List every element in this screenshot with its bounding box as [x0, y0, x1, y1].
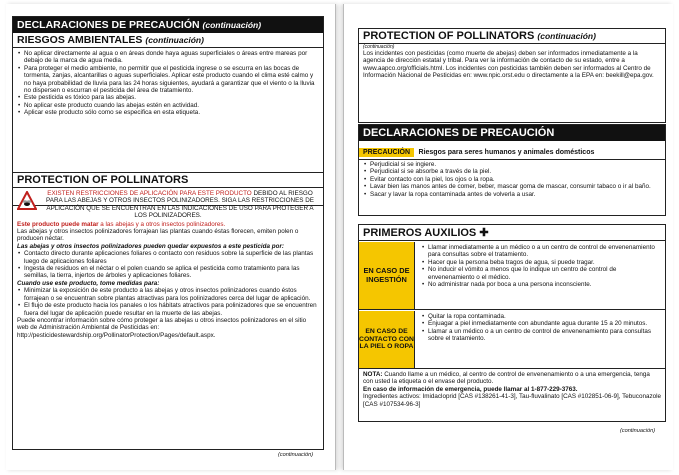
incident-text: Los incidentes con pesticidas (como muerte de abejas) deben ser informados inmediatamente a la agencia de dirección estatal y tribal. Para ver la información de contacto de su estado, entre a www.aapco.org/officials.html. Los incidentes con pesticidas también deben ser informados al Centro de Información Nacional de Pesticidas en: www.npic.orst.edu o directamente a la EPA en: beekill@epa.gov.: [363, 50, 654, 80]
environmental-subheader: [13, 33, 323, 48]
precaution-header: DECLARACIONES DE PRECAUCIÓN: [359, 125, 665, 141]
first-aid-notes: [359, 371, 665, 408]
restriction-warning: EXISTEN RESTRICCIONES DE APLICACIÓN PARA ESTE PRODUCTO: [47, 190, 252, 197]
pollinator-title: PROTECTION OF POLLINATORS: [363, 30, 535, 42]
list-item: • Quitar la ropa contaminada.: [421, 313, 659, 320]
list-item: • Lavar bien las manos antes de comer, beber, mascar goma de mascar, consumir tabaco o ir al baño.: [363, 183, 661, 190]
left-page: [6, 4, 336, 470]
precaution-box: [358, 124, 666, 216]
note-text: Cuando llame a un médico, al centro de control de envenenamiento o a una emergencia, tenga con usted la etiqueta o el envase del producto.: [363, 371, 650, 386]
pollinator-continued-box: [358, 28, 666, 123]
ingestion-list: [417, 244, 663, 288]
restriction-text: DEBIDO AL RIESGO PARA LAS ABEJAS Y OTROS INSECTOS POLINIZADORES. SIGA LAS RESTRICCIONES DE APLICACIÓN QUE SE ENCUENTRAN EN LAS INDICACIONES DE USO PARA PROTEGER A LOS POLINIZADORES.: [46, 190, 314, 220]
skin-contact-row: [359, 311, 665, 369]
list-item: • Este pesticida es tóxico para las abejas.: [17, 94, 319, 101]
kill-warning: Este producto puede matar: [17, 220, 99, 228]
list-item: • Enjuagar a piel inmediatamente con abundante agua durante 15 a 20 minutos.: [421, 320, 659, 327]
list-item: • Perjudicial si se ingiere.: [363, 161, 661, 168]
exposure-list: [13, 250, 323, 280]
skin-contact-list: [417, 313, 663, 343]
restriction-block: [13, 188, 323, 220]
list-item: • El flujo de este producto hacia los panales o los hábitats atractivos para polinizadores que se encuentren fuera del lugar de aplicación puede resultar en la muerte de las abejas.: [17, 302, 319, 317]
precaution-header: [13, 17, 323, 33]
precaution-title: DECLARACIONES DE PRECAUCIÓN: [17, 19, 200, 31]
pollinator-header: [359, 29, 665, 44]
first-aid-box: [358, 224, 666, 422]
forage-text: Las abejas y otros insectos polinizadores forrajean las plantas cuando éstas florecen, emiten polen o producen néctar.: [17, 228, 299, 243]
list-item: • Ingesta de residuos en el néctar o el polen cuando se aplica el pesticida como tratamiento para las semillas, la tierra, injertos de árboles y aplicaciones foliares.: [17, 265, 319, 280]
list-item: • No administrar nada por boca a una persona inconsciente.: [421, 281, 659, 288]
first-aid-header: [359, 225, 665, 241]
right-page: [343, 4, 673, 470]
continued-note: (continuación): [620, 428, 656, 434]
list-item: • Evitar contacto con la piel, los ojos o la ropa.: [363, 176, 661, 183]
list-item: • Hacer que la persona beba tragos de agua, si puede tragar.: [421, 259, 659, 266]
skin-contact-label: EN CASO DE CONTACTO CON LA PIEL O ROPA: [359, 311, 415, 368]
first-aid-title: PRIMEROS AUXILIOS: [363, 227, 477, 239]
list-item: • Llamar inmediatamente a un médico o a un centro de control de envenenamiento para consultas sobre el tratamiento.: [421, 244, 659, 259]
pollinator-continued: (continuación): [537, 31, 596, 41]
continued-note: (continuación): [278, 452, 314, 458]
list-item: • No aplicar este producto cuando las abejas estén en actividad.: [17, 102, 319, 109]
pollinator-small-note: (continuación): [363, 44, 395, 50]
pesticide-stewardship-link[interactable]: http://pesticidestewardship.org/PollinatorProtection/Pages/default.aspx.: [17, 331, 216, 339]
environmental-title: RIESGOS AMBIENTALES: [17, 34, 143, 46]
emergency-phone: En caso de información de emergencia, puede llamar al 1-877-229-3763.: [363, 385, 578, 393]
ingestion-label: EN CASO DE INGESTIÓN: [359, 242, 415, 309]
use-intro: Cuando use este producto, tome medidas para:: [17, 279, 160, 287]
use-list: [13, 287, 323, 317]
active-ingredients: Ingredientes activos: Imidacloprid [CAS #138261-41-3], Tau-fluvalinato [CAS #102851-06-9], Tebuconazole [CAS #107534-96-3]: [363, 393, 662, 408]
precaution-continued: (continuación): [202, 20, 262, 30]
precaution-subtitle: Riesgos para seres humanos y animales domésticos: [418, 149, 595, 156]
list-item: • No inducir el vómito a menos que lo indique un centro de control de envenenamiento o el médico.: [421, 266, 659, 281]
list-item: • Sacar y lavar la ropa contaminada antes de volverla a usar.: [363, 191, 661, 198]
plus-icon: ✚: [479, 227, 489, 239]
environmental-list: [13, 50, 323, 117]
bee-warning-icon: [17, 191, 37, 210]
list-item: • Contacto directo durante aplicaciones foliares o contacto con residuos sobre la superficie de las plantas luego de aplicaciones foliares: [17, 250, 319, 265]
note-label: NOTA:: [363, 371, 383, 378]
kill-warning-rest: a las abejas y a otros insectos polinizadores.: [98, 220, 226, 228]
precaution-list: [359, 161, 665, 198]
list-item: • Aplicar este producto sólo como se especifica en esta etiqueta.: [17, 109, 319, 116]
more-info-text: Puede encontrar información sobre cómo proteger a las abejas u otros insectos polinizadores en el sitio web de Administración Ambiental de Pesticidas en:: [17, 316, 307, 332]
list-item: • Para proteger el medio ambiente, no permitir que el pesticida ingrese o se escurra en las bocas de tormenta, zanjas, alcantarillas o aguas superficiales. Aplicar este producto cuando el clima esté calmo y no haya probabilidad de lluvia para las 24 horas siguientes, ayudará a garantizar que el viento o la lluvia no dispersen o escurran el pesticida del área de tratamiento.: [17, 65, 319, 95]
list-item: • No aplicar directamente al agua o en áreas donde haya aguas superficiales o áreas entre mareas por debajo de la marca de agua media.: [17, 50, 319, 65]
list-item: • Perjudicial si se absorbe a través de la piel.: [363, 168, 661, 175]
precaution-badge: PRECAUCIÓN: [359, 148, 414, 157]
pollinator-header: PROTECTION OF POLLINATORS: [13, 173, 323, 188]
pollinator-box: [12, 172, 324, 450]
ingestion-row: [359, 242, 665, 310]
environmental-continued: (continuación): [145, 35, 204, 45]
exposure-intro: Las abejas y otros insectos polinizadores pueden quedar expuestos a este pesticida por:: [17, 242, 284, 250]
list-item: • Minimizar la exposición de este producto a las abejas y otros insectos polinizadores cuando éstos forrajean o se encuentran sobre plantas atractivas para los polinizadores cerca del lugar de aplicación.: [17, 287, 319, 302]
list-item: • Llamar a un médico o a un centro de control de envenenamiento para consultas sobre el tratamiento.: [421, 328, 659, 343]
precaution-subheader: [359, 141, 665, 160]
